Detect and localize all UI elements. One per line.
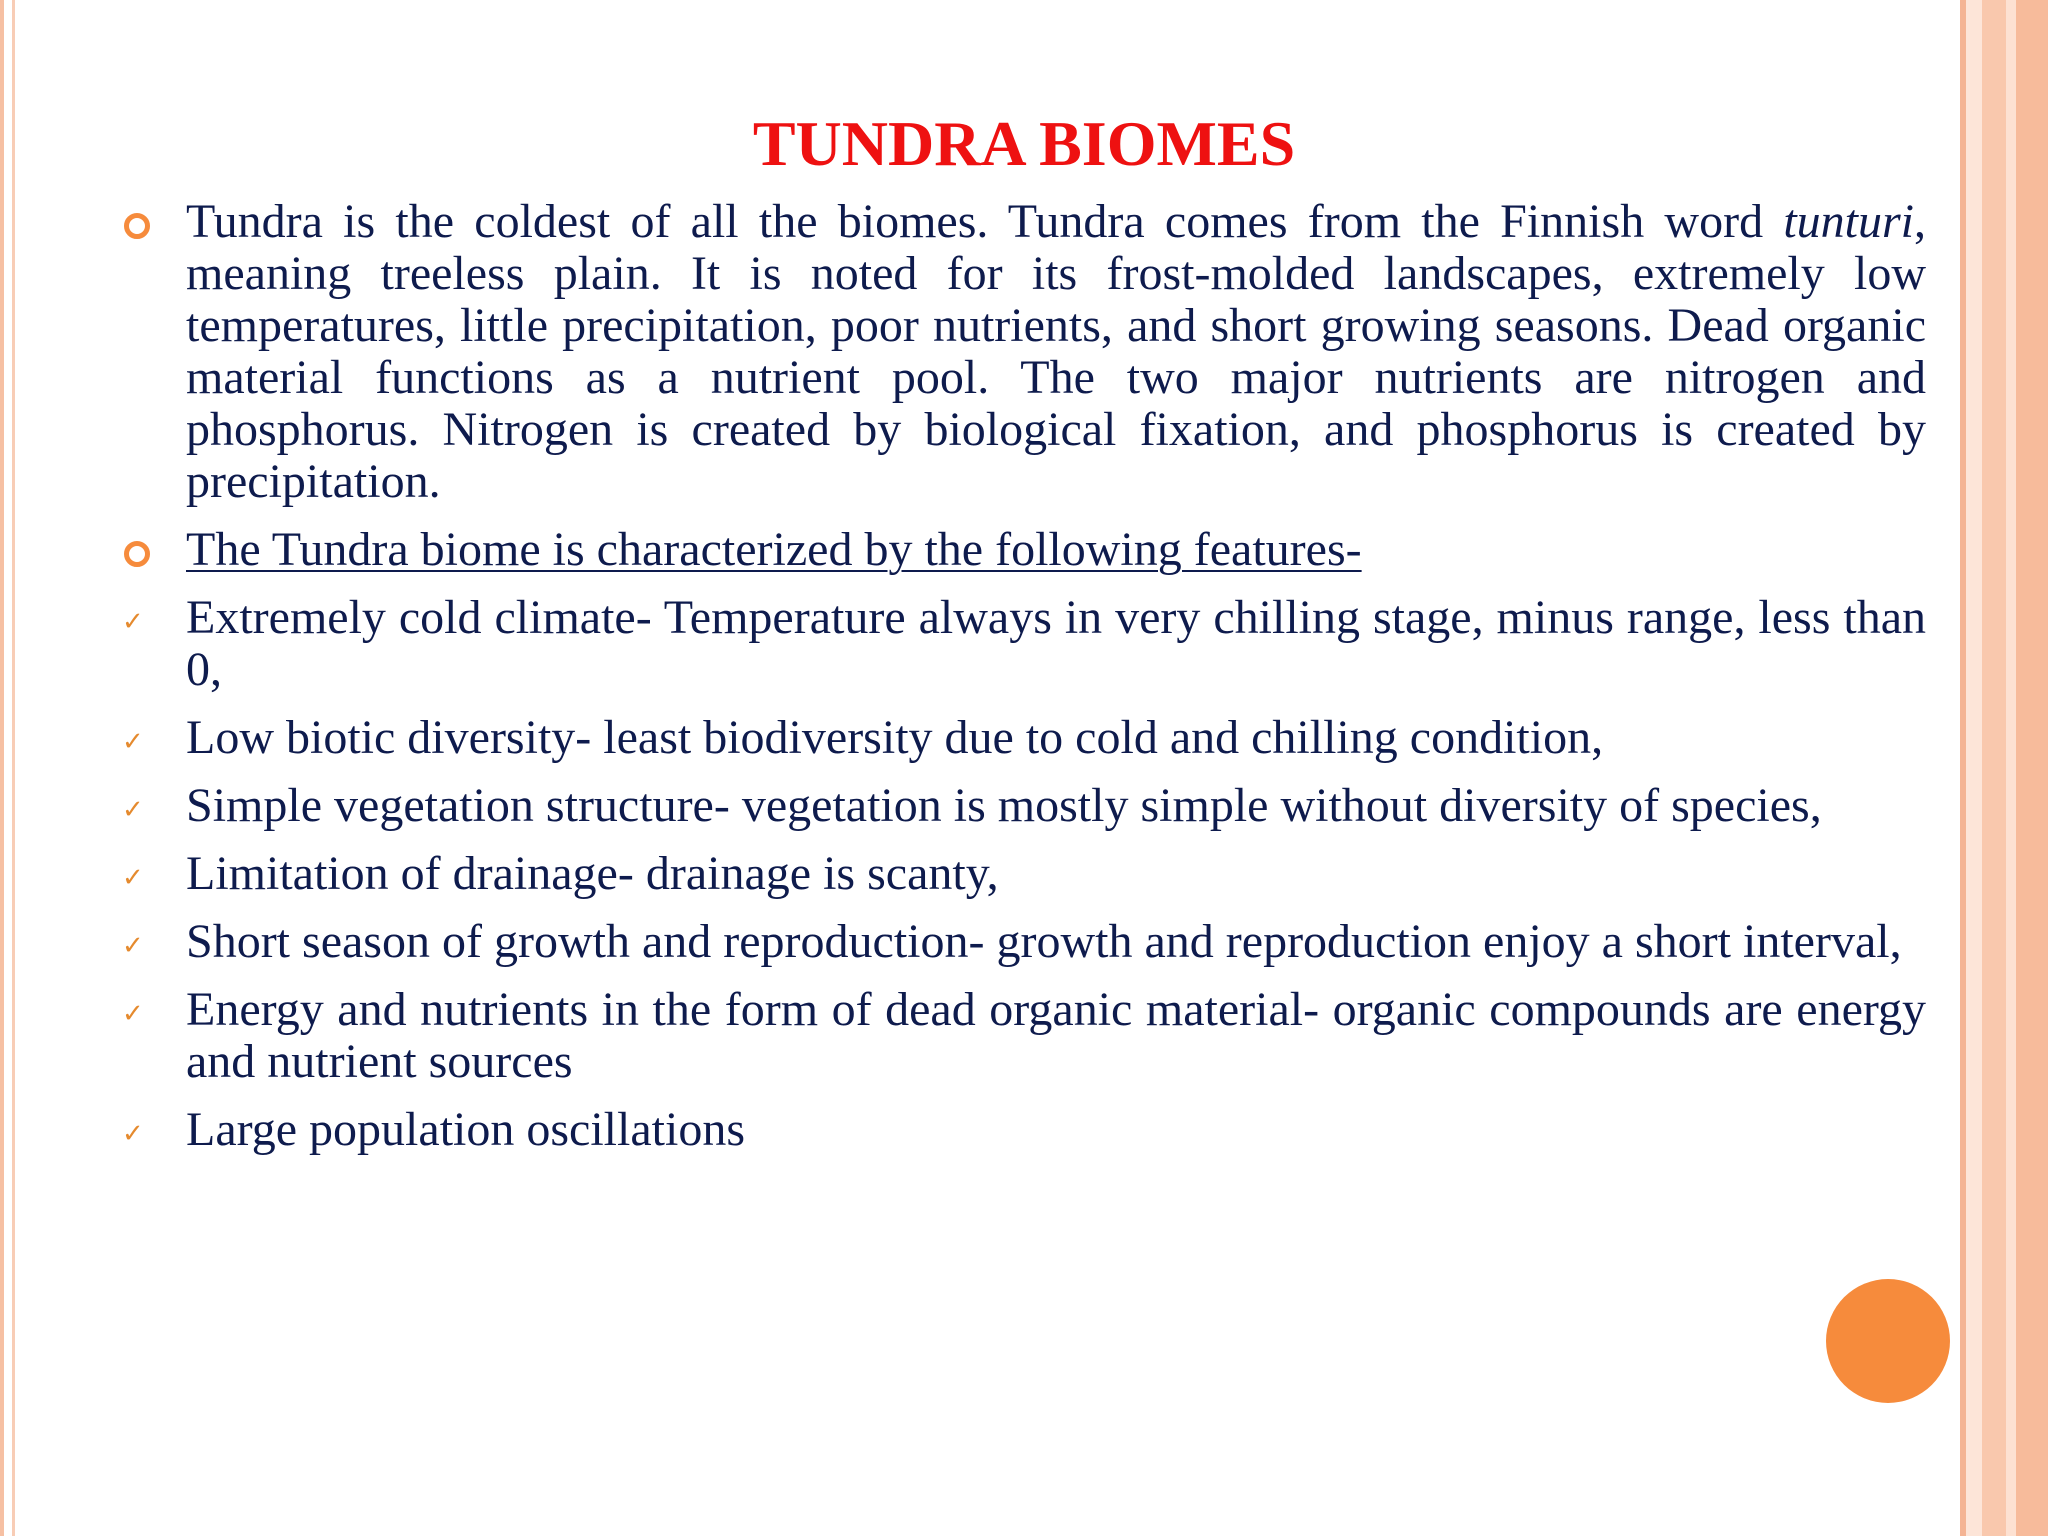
right-border-stripe <box>2016 0 2048 1536</box>
checkmark-icon: ✓ <box>122 727 144 757</box>
hollow-circle-icon <box>124 213 150 239</box>
feature-item <box>120 984 1926 1088</box>
slide-title: TUNDRA BIOMES <box>752 108 1296 179</box>
decorative-orange-circle <box>1826 1279 1950 1403</box>
feature-text: Energy and nutrients in the form of dead organic material- organic compounds are energy and nutrient sources <box>186 983 1926 1088</box>
checkmark-icon: ✓ <box>122 795 144 825</box>
feature-item <box>120 780 1926 832</box>
feature-text: Short season of growth and reproduction- growth and reproduction enjoy a short interval, <box>186 915 1902 968</box>
intro-text-part-1: Tundra is the coldest of all the biomes. Tundra comes from the Finnish word <box>186 195 1784 248</box>
right-border-stripe <box>1966 0 1982 1536</box>
left-border-line <box>0 0 4 1536</box>
feature-text: Extremely cold climate- Temperature always in very chilling stage, minus range, less than 0, <box>186 591 1926 696</box>
hollow-circle-icon <box>124 541 150 567</box>
right-border-stripe <box>1982 0 2006 1536</box>
feature-item <box>120 848 1926 900</box>
intro-paragraph <box>120 196 1926 508</box>
intro-text-part-2: , meaning treeless plain. It is noted for its frost-molded landscapes, extremely low temperatures, little precipitation, poor nutrients, and short growing seasons. Dead organic material functions as a nutrient pool. The two major nutrients are nitrogen and phosphorus. Nitrogen is created by biological fixation, and phosphorus is created by precipitation. <box>186 195 1926 508</box>
feature-text: Low biotic diversity- least biodiversity due to cold and chilling condition, <box>186 711 1604 764</box>
feature-item <box>120 712 1926 764</box>
features-heading-text: The Tundra biome is characterized by the following features- <box>186 523 1362 576</box>
feature-text: Limitation of drainage- drainage is scanty, <box>186 847 999 900</box>
intro-italic-term: tunturi <box>1783 195 1914 248</box>
feature-item <box>120 916 1926 968</box>
feature-text: Simple vegetation structure- vegetation is mostly simple without diversity of species, <box>186 779 1822 832</box>
checkmark-icon: ✓ <box>122 931 144 961</box>
checkmark-icon: ✓ <box>122 999 144 1029</box>
feature-item <box>120 592 1926 696</box>
checkmark-icon: ✓ <box>122 607 144 637</box>
left-border-line-inner <box>12 0 15 1536</box>
checkmark-icon: ✓ <box>122 1119 144 1149</box>
right-border-stripe <box>2006 0 2016 1536</box>
features-heading <box>120 524 1926 576</box>
feature-text: Large population oscillations <box>186 1103 746 1156</box>
slide-body <box>120 196 1926 1172</box>
checkmark-icon: ✓ <box>122 863 144 893</box>
feature-item <box>120 1104 1926 1156</box>
